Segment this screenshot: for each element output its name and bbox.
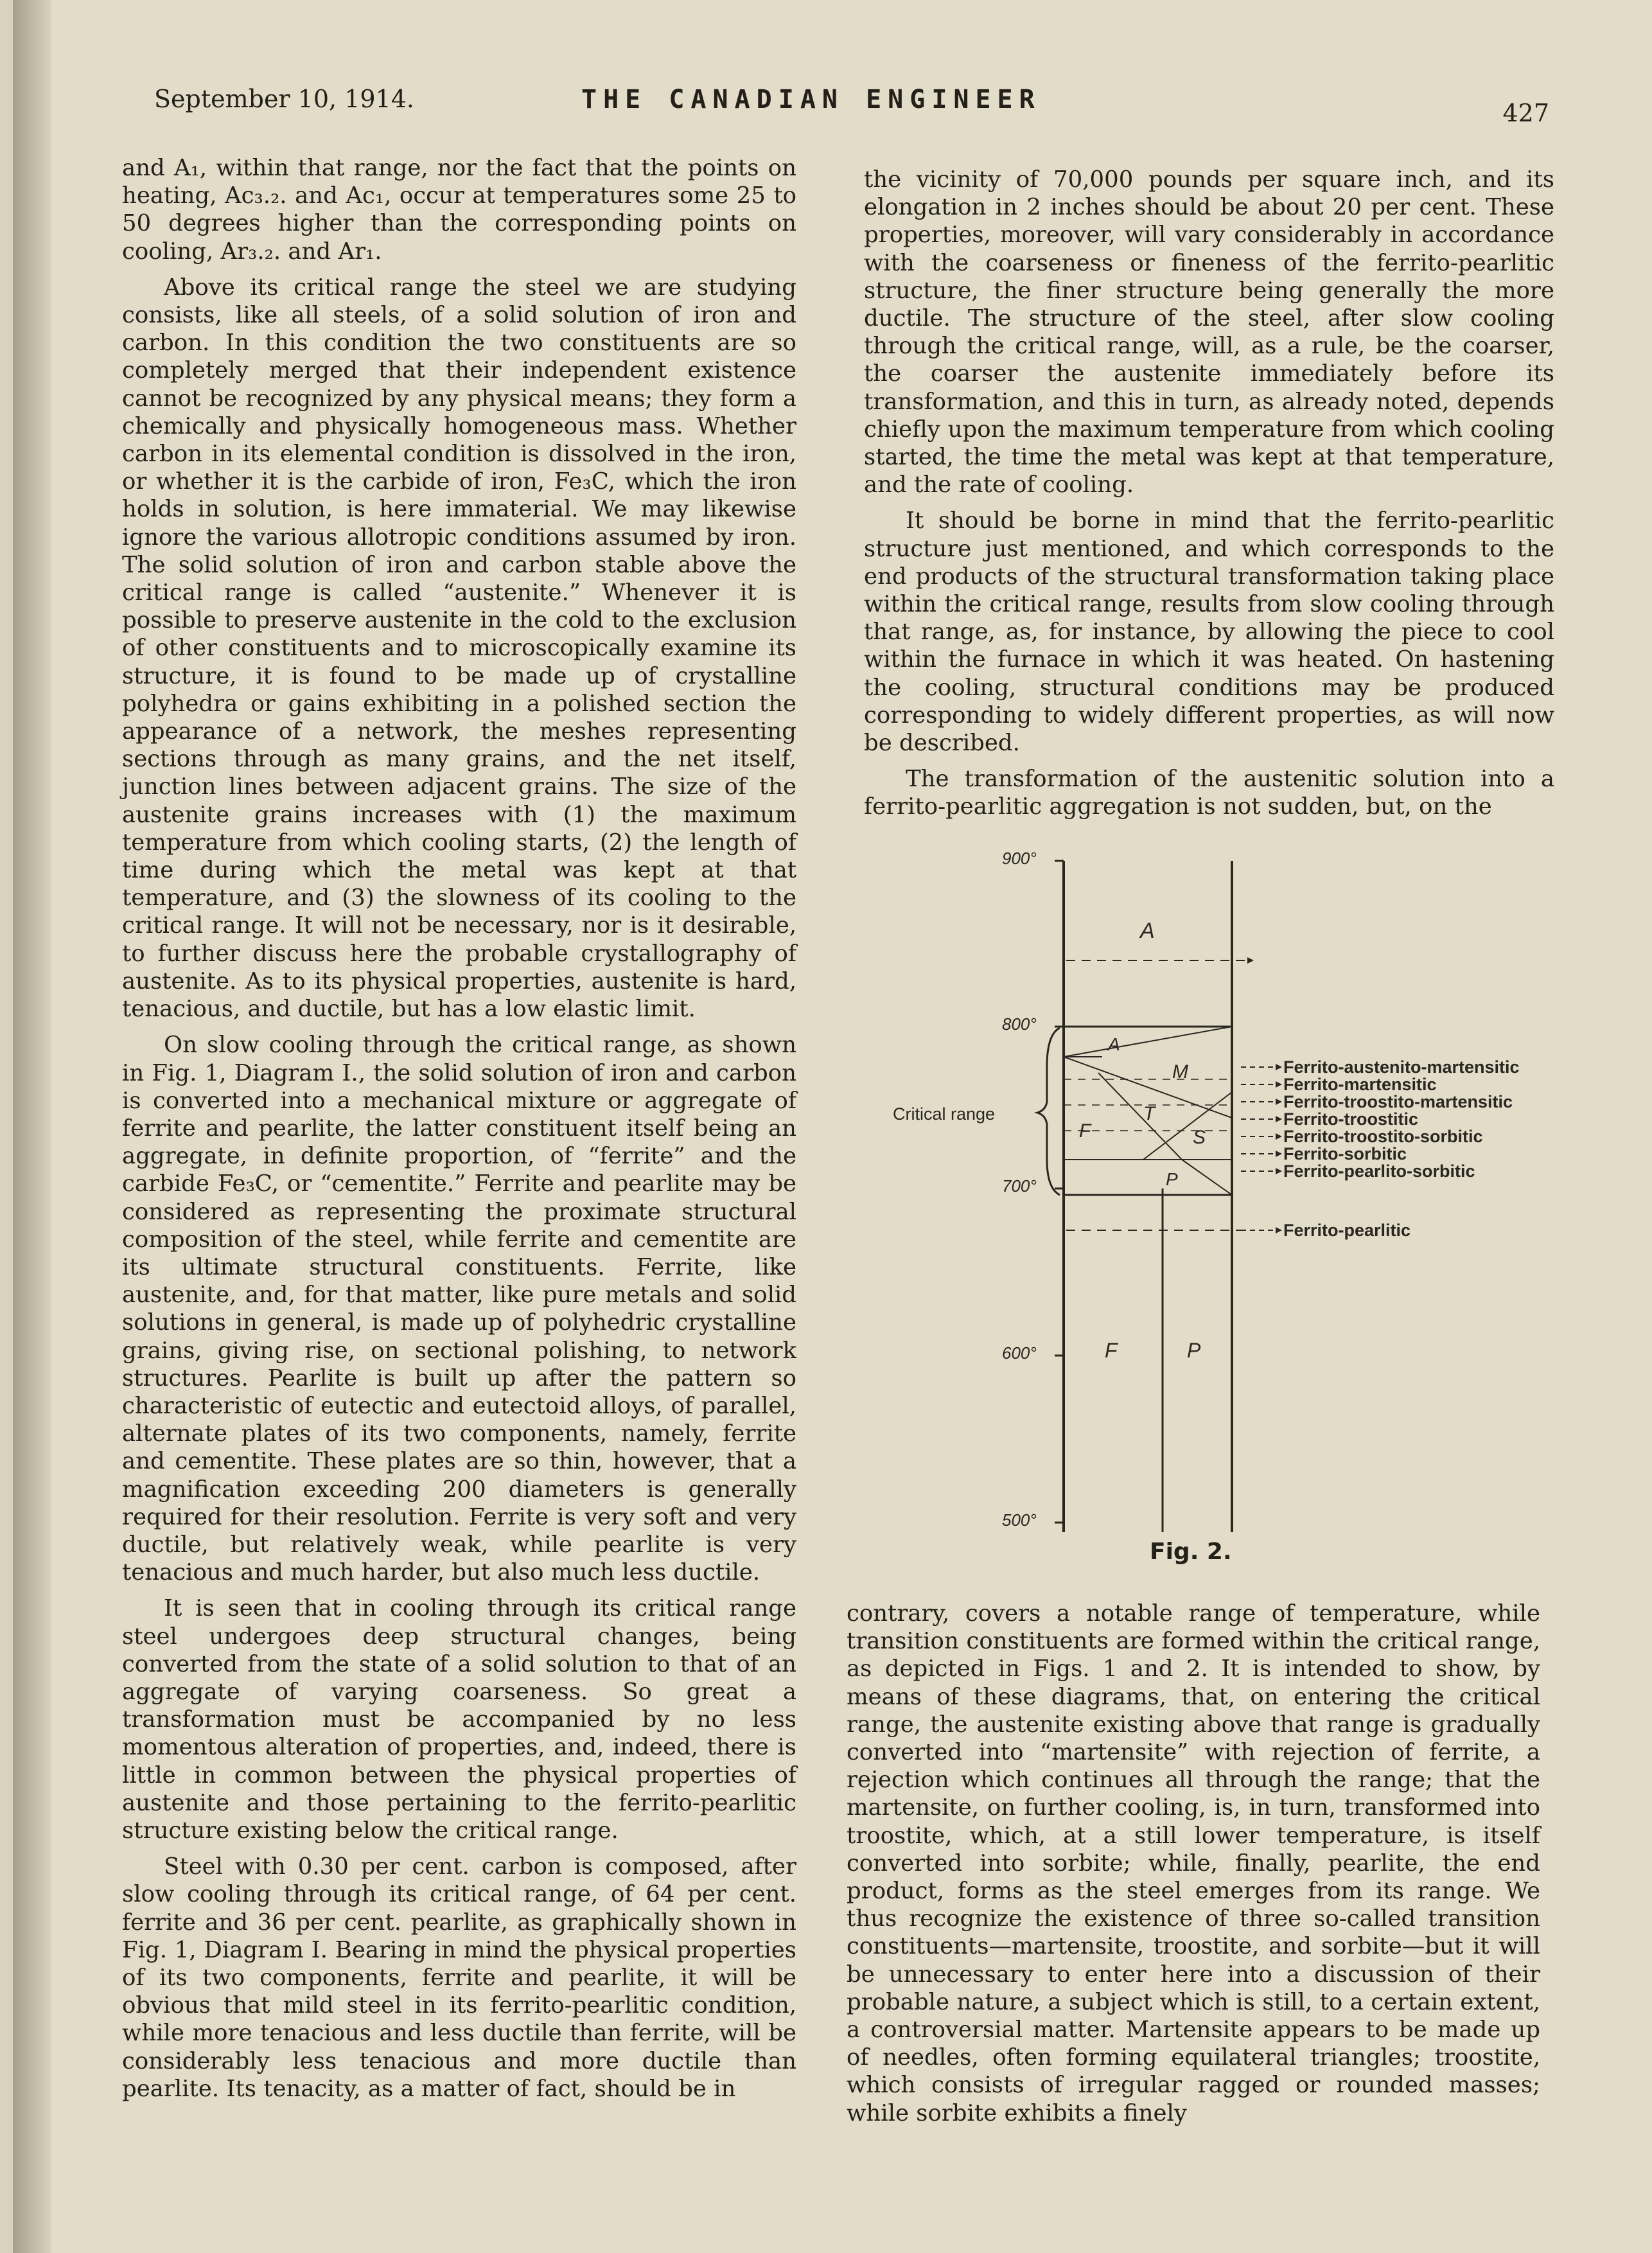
region-letter-pearlite-small: P [1166, 1169, 1178, 1189]
temp-label: 800° [1002, 1014, 1037, 1034]
critical-range-label: Critical range [893, 1104, 996, 1124]
paragraph: Steel with 0.30 per cent. carbon is composed, after slow cooling through its critical range, of 64 per cent. ferrite and 36 per cent. pearlite, as graphically shown in Fig. 1, Diagram I. Bearing in mind the physical properties of its two components, ferrite and pearlite, it will be obvious that mild steel in its ferrito-pearlitic condition, while more tenacious and less ductile than ferrite, will be considerably less tenacious and more ductile than pearlite. Its tenacity, as a matter of fact, should be in [122, 1853, 796, 2102]
region-letter-ferrite: F [1105, 1339, 1118, 1362]
temp-label: 600° [1002, 1343, 1037, 1363]
phase-label: Ferrito-troostito-sorbitic [1283, 1127, 1483, 1146]
region-letter-sorbite: S [1193, 1127, 1206, 1148]
phase-label: Ferrito-troostitic [1283, 1109, 1419, 1129]
page-number: 427 [1502, 99, 1549, 127]
region-letter-troostite: T [1143, 1103, 1156, 1124]
paragraph: Above its critical range the steel we are studying consists, like all steels, of a solid solution of iron and carbon. In this condition the two constituents are so completely merged that their independent existence cannot be recognized by any physical means; they form a chemically and physically homogeneous mass. Whether carbon in its elemental condition is dissolved in the iron, or whether it is the carbide of iron, Fe₃C, which the iron holds in solution, is here immaterial. We may likewise ignore the various allotropic conditions assumed by iron. The solid solution of iron and carbon stable above the critical range is called “austenite.” Whenever it is possible to preserve austenite in the cold to the exclusion of other constituents and to microscopically examine its structure, it is found to be made up of crystalline polyhedra or gains exhibiting in a polished section the appearance of a network, the meshes representing sections through as many grains, and the net itself, junction lines between adjacent grains. The size of the austenite grains increases with (1) the maximum temperature from which cooling starts, (2) the length of time during which the metal was kept at that temperature, and (3) the slowness of its cooling to the critical range. It will not be necessary, nor is it desirable, to further discuss here the probable crystallography of austenite. As to its physical properties, austenite is hard, tenacious, and ductile, but has a low elastic limit. [122, 274, 796, 1023]
temp-label: 500° [1002, 1510, 1037, 1530]
paragraph: On slow cooling through the critical range, as shown in Fig. 1, Diagram I., the solid solution of iron and carbon is converted into a mechanical mixture or aggregate of ferrite and pearlite, the latter constituent itself being an aggregate, in definite proportion, of “ferrite” and the carbide Fe₃C, or “cementite.” Ferrite and pearlite may be considered as representing the proximate structural composition of the steel, while ferrite and cementite are its ultimate structural constituents. Ferrite, like austenite, and, for that matter, like pure metals and solid solutions in general, is made up of polyhedric crystalline grains, giving rise, on sectional polishing, to network structures. Pearlite is built up after the pattern so characteristic of eutectic and eutectoid alloys, of parallel, alternate plates of its two components, namely, ferrite and cementite. These plates are so thin, however, that a magnification exceeding 200 diameters is generally required for their resolution. Ferrite is very soft and very ductile, but relatively weak, while pearlite is very tenacious and much harder, but also much less ductile. [122, 1032, 796, 1586]
phase-label: Ferrito-sorbitic [1283, 1144, 1407, 1163]
transformation-diagram [874, 835, 1548, 1535]
region-letter-martensite: M [1172, 1061, 1188, 1082]
region-letter-ferrite-small: F [1079, 1120, 1091, 1142]
temp-label: 700° [1002, 1176, 1037, 1196]
right-column-bottom [847, 1600, 1540, 2135]
binding-shadow [13, 0, 51, 2253]
issue-date: September 10, 1914. [154, 85, 414, 113]
running-header [154, 85, 1549, 127]
paragraph: It is seen that in cooling through its critical range steel undergoes deep structural changes, being converted from the state of a solid solution to that of an aggregate of varying coarseness. So great a transformation must be accompanied by no less momentous alteration of properties, and, indeed, there is little in common between the physical properties of austenite and those pertaining to the ferrito-pearlitic structure existing below the critical range. [122, 1595, 796, 1844]
paragraph: The transformation of the austenitic solution into a ferrito-pearlitic aggregation is not sudden, but, on the [864, 766, 1554, 820]
phase-label: Ferrito-pearlito-sorbitic [1283, 1162, 1475, 1181]
paragraph: and A₁, within that range, nor the fact that the points on heating, Ac₃.₂. and Ac₁, occur at temperatures some 25 to 50 degrees higher than the corresponding points on cooling, Ar₃.₂. and Ar₁. [122, 155, 796, 265]
phase-label: Ferrito-austenito-martensitic [1283, 1057, 1520, 1077]
right-column-top [864, 166, 1554, 829]
region-letter-austenite: A [1140, 919, 1155, 943]
phase-label: Ferrito-troostito-martensitic [1283, 1092, 1513, 1111]
paragraph: It should be borne in mind that the ferrito-pearlitic structure just mentioned, and which corresponds to the end products of the structural transformation taking place within the critical range, results from slow cooling through that range, as, for instance, by allowing the piece to cool within the furnace in which it was heated. On hastening the cooling, structural conditions may be produced corresponding to widely different properties, as will now be described. [864, 508, 1554, 757]
region-letter-austenite-small: A [1108, 1034, 1120, 1054]
left-column [122, 154, 796, 2111]
paragraph: contrary, covers a notable range of temperature, while transition constituents are formed within the critical range, as depicted in Figs. 1 and 2. It is intended to show, by means of these diagrams, that, on entering the critical range, the austenite existing above that range is gradually converted into “martensite” with rejection of ferrite, a rejection which continues all through the range; that the martensite, on further cooling, is, in turn, transformed into troostite, which, at a still lower temperature, is itself converted into sorbite; while, finally, pearlite, the end product, forms as the steel emerges from its range. We thus recognize the existence of three so-called transition constituents—martensite, troostite, and sorbite—but it will be unnecessary to enter here into a discussion of their probable nature, a subject which is still, to a certain extent, a controversial matter. Martensite appears to be made up of needles, often forming equilateral triangles; troostite, which consists of irregular ragged or rounded masses; while sorbite exhibits a finely [847, 1600, 1540, 2126]
journal-title: THE CANADIAN ENGINEER [581, 85, 1041, 114]
figure-caption: Fig. 2. [1150, 1539, 1232, 1565]
region-letter-pearlite: P [1187, 1339, 1201, 1362]
paragraph: the vicinity of 70,000 pounds per square inch, and its elongation in 2 inches should be about 20 per cent. These properties, moreover, will vary considerably in accordance with the coarseness or fineness of the ferrito-pearlitic structure, the finer structure being generally the more ductile. The structure of the steel, after slow cooling through the critical range, will, as a rule, be the coarser, the coarser the austenite immediately before its transformation, and this in turn, as already noted, depends chiefly upon the maximum temperature from which cooling started, the time the metal was kept at that temperature, and the rate of cooling. [864, 166, 1554, 499]
figure-2 [874, 835, 1548, 1587]
temp-label: 900° [1002, 849, 1037, 868]
phase-label-bottom: Ferrito-pearlitic [1283, 1221, 1411, 1240]
phase-label: Ferrito-martensitic [1283, 1075, 1437, 1094]
